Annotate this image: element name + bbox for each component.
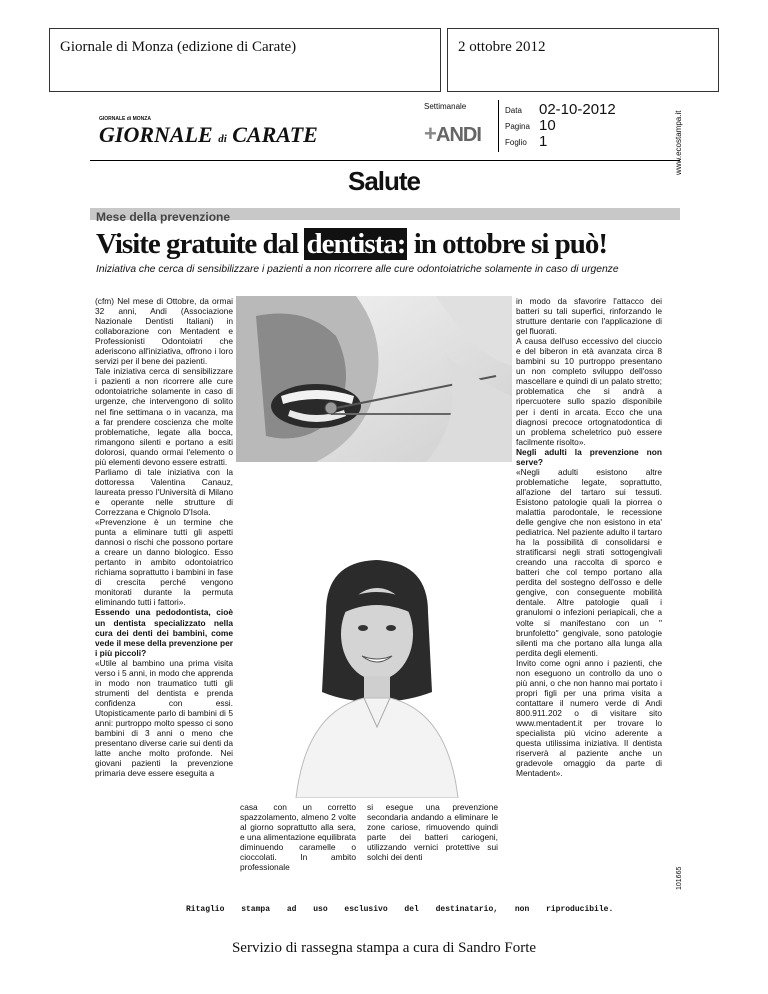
meta-pagina-value: 10: [539, 117, 556, 134]
masthead-logo-di: di: [218, 133, 227, 145]
press-clipping: [84, 100, 689, 914]
headline: [96, 228, 686, 260]
meta-data-label: Data: [505, 106, 522, 115]
dental-exam-photo: [236, 296, 512, 462]
andi-logo-icon: [420, 120, 486, 146]
meta-data-value: 02-10-2012: [539, 101, 616, 118]
paragraph: (cfm) Nel mese di Ottobre, da ormai 32 anni, Andi (Associazione Nazionale Dentisti Italiani) in collaborazione con Mentadent e Professionisti Odontoiatri che aderiscono all'iniziativa, offrono i loro servizi per il bene dei pazienti.: [95, 296, 233, 367]
article-column-3: si esegue una prevenzione secondaria andando a eliminare le zone cariose, rimuovendo quindi parte dei batteri cariogeni, utilizzando vernici protettive sui solchi dei denti: [367, 802, 498, 863]
headline-part1: Visite gratuite dal: [96, 228, 305, 260]
article-column-4: [516, 296, 662, 896]
publication-date: 2 ottobre 2012: [458, 39, 546, 55]
paragraph: «Utile al bambino una prima visita verso i 5 anni, in modo che apprenda in modo non traumatico tutti gli strumenti del dentista e prenda confidenza con essi. Utopisticamente parlo di bambini di 5 anni: purtroppo molto spesso ci sono bambini di 3 anni o meno che presentano diverse carie sui denti da latte anche molto profonde. Nei giovani pazienti la prevenzione primaria deve essere eseguita a: [95, 657, 233, 779]
paragraph: «Negli adulti esistono altre problematiche legate, soprattutto, all'azione del tartaro sui tessuti. Esistono patologie quali la piorrea o malattia parodontale, le recessione delle gengive che non esistono in eta' pediatrica. Nel paziente adulto il tartaro ha la possibilità di consolidarsi e stratificarsi negli strati sottogengivali creando una raccolta di sporco e batteri che col tempo portano alla perdita del sostegno dell'osso e delle gengive, con conseguente mobilità dentale. Altre patologie quali i granulomi o infezioni periapicali, che a volte si manifestano con un " brunfoletto" gengivale, sono patologie silenti ma che portano alla lunga alla perdita degli elementi.: [516, 466, 662, 658]
paragraph: Tale iniziativa cerca di sensibilizzare i pazienti a non ricorrere alle cure odontoiatriche solamente in caso di urgenze, che intervengono di solito nel fine settimana o in vacanza, ma a far prendere coscienza che molte problematiche, legate alla bocca, rimangono silenti e portano a esiti dolorosi, quando ormai l'elemento o più elementi devono essere estratti.: [95, 366, 233, 467]
interview-question: Negli adulti la prevenzione non serve?: [516, 446, 662, 467]
paragraph: Invito come ogni anno i pazienti, che non eseguono un controllo da uno o più anni, o che non hanno mai portato i propri figli per una prima visita a contattare il numero verde di Andi 800.911.202 o di visitare sito www.mentadent.it per trovare lo specialista più vicino aderente a questa utilissima iniziativa. Il dentista riserverà al paziente anche un gradevole omaggio da parte di Mentadent».: [516, 657, 662, 779]
masthead-logo: [99, 122, 318, 148]
clipping-disclaimer: Ritaglio stampa ad uso esclusivo del destinatario, non riproducibile.: [186, 905, 614, 914]
clipping-meta: [498, 100, 675, 152]
meta-pagina-label: Pagina: [505, 122, 530, 131]
masthead-logo-main: GIORNALE: [99, 122, 213, 147]
paragraph: «Prevenzione è un termine che punta a eliminare tutti gli aspetti dannosi o rischi che possono portare a creare un danno biologico. Esso pertanto in ambito odontoiatrico richiama soprattutto i bambini in fase di crescita perché vengono monitorati durante la permuta eliminando tutti i fattori».: [95, 517, 233, 608]
section-title: Salute: [347, 166, 421, 196]
kicker: Mese della prevenzione: [96, 210, 231, 224]
masthead-logo-place: CARATE: [232, 122, 318, 147]
doctor-portrait-photo: [236, 552, 512, 798]
masthead-small-title: GIORNALE di MONZA: [99, 116, 151, 122]
newspaper-name: Giornale di Monza (edizione di Carate): [60, 39, 297, 55]
paragraph: A causa dell'uso eccessivo del ciuccio e del biberon in età avanzata circa 8 bambini su 10 purtroppo presentano un non completo sviluppo dell'osso mascellare e quindi di un palato stretto; problematica che si andrà a ripercuotere sullo spazio disponibile per i denti in arcata. Ecco che una diagnosi precoce ortognatodontica di un problema scheletrico può essere facilmente risolto».: [516, 336, 662, 447]
article-column-1: [95, 296, 233, 896]
article-column-2: casa con un corretto spazzolamento, almeno 2 volte al giorno soprattutto alla sera, e una alimentazione equilibrata diminuendo caramelle o cioccolati. In ambito professionale: [240, 802, 356, 873]
masthead-rule: [90, 160, 680, 161]
header-right-box: [447, 28, 719, 92]
footer-credit: Servizio di rassegna stampa a cura di Sandro Forte: [231, 940, 537, 956]
interview-question: Essendo una pedodontista, cioè un dentista specializzato nella cura dei denti dei bambini, come vede il mese della prevenzione per i più piccoli?: [95, 607, 233, 658]
meta-foglio-label: Foglio: [505, 138, 527, 147]
frequency-label: Settimanale: [424, 102, 467, 111]
side-clip-number: 101665: [676, 866, 683, 890]
svg-text:ANDI: ANDI: [436, 124, 481, 146]
headline-part2: in ottobre si può!: [407, 228, 608, 260]
meta-foglio-value: 1: [539, 133, 548, 150]
paragraph: Parliamo di tale iniziativa con la dottoressa Valentina Canauz, laureata presso l'Università di Milano e operante nelle strutture di Correzzana e Chignolo D'Isola.: [95, 466, 233, 517]
headline-highlight: dentista:: [306, 228, 406, 260]
svg-text:+: +: [424, 121, 436, 146]
paragraph: in modo da sfavorire l'attacco dei batteri su tali superfici, rinforzando le strutture dentarie con l'applicazione di gel fluorati.: [516, 296, 662, 337]
subheadline: Iniziativa che cerca di sensibilizzare i pazienti a non ricorrere alle cure odontoiatriche solamente in caso di urgenze: [96, 264, 619, 275]
side-watermark-url: www.ecostampa.it: [674, 110, 683, 175]
header-left-box: [49, 28, 441, 92]
